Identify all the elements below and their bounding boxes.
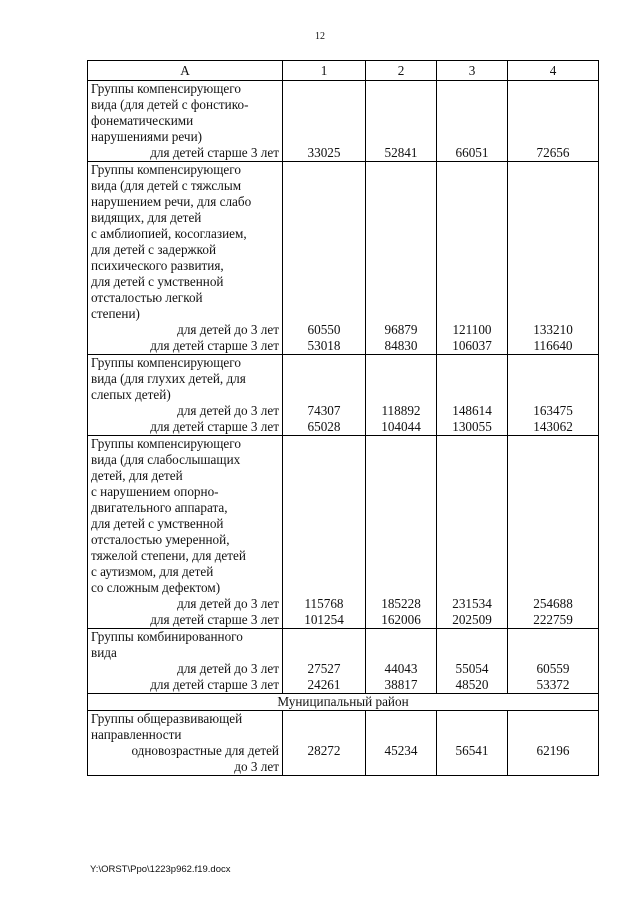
- group-title-line: вида (для слабослышащих: [91, 452, 241, 467]
- table-header-row: [88, 61, 599, 81]
- value: 60550: [307, 322, 341, 337]
- group-title-line: с аутизмом, для детей: [91, 564, 214, 579]
- value: 163475: [533, 403, 573, 418]
- value: 130055: [452, 419, 492, 434]
- group-title-line: детей, для детей: [91, 468, 183, 483]
- group-title-line: Группы компенсирующего: [91, 355, 241, 370]
- value-cell: [366, 162, 437, 355]
- value: 45234: [384, 743, 418, 758]
- value: 53372: [536, 677, 570, 692]
- value: 65028: [307, 419, 341, 434]
- group-title-line: вида: [91, 645, 117, 660]
- value: 121100: [452, 322, 492, 337]
- value: 118892: [381, 403, 421, 418]
- value-cell: [283, 162, 366, 355]
- value: 74307: [307, 403, 341, 418]
- group-title-line: психического развития,: [91, 258, 224, 273]
- group-title-line: вида (для детей с фонстико-: [91, 97, 249, 112]
- page-number: 12: [315, 31, 325, 42]
- group-label-cell: [88, 355, 283, 436]
- group-title-line: с амблиопией, косоглазием,: [91, 226, 247, 241]
- group-title-line: видящих, для детей: [91, 210, 202, 225]
- table-row: [88, 629, 599, 694]
- row-label: для детей старше 3 лет: [150, 338, 279, 353]
- value: 52841: [384, 145, 418, 160]
- header-cell-4: 4: [508, 61, 599, 81]
- value-cell: [366, 81, 437, 162]
- value-cell: [437, 629, 508, 694]
- table-row: [88, 711, 599, 776]
- value: 116640: [533, 338, 573, 353]
- group-title-line: Группы компенсирующего: [91, 436, 241, 451]
- value: 38817: [384, 677, 418, 692]
- value-cell: [437, 711, 508, 776]
- value-cell: [283, 436, 366, 629]
- group-title-line: вида (для детей с тяжслым: [91, 178, 242, 193]
- value: 56541: [455, 743, 489, 758]
- header-cell-3: 3: [437, 61, 508, 81]
- group-title-line: нарушениями речи): [91, 129, 203, 144]
- value-cell: [437, 436, 508, 629]
- value: 48520: [455, 677, 489, 692]
- group-title-line: Группы комбинированного: [91, 629, 243, 644]
- value: 28272: [307, 743, 341, 758]
- footer-file-path: Y:\ORST\Ppo\1223p962.f19.docx: [90, 864, 231, 875]
- value: 222759: [533, 612, 573, 627]
- value: 202509: [452, 612, 492, 627]
- row-label: для детей старше 3 лет: [150, 677, 279, 692]
- group-title-line: Группы компенсирующего: [91, 162, 241, 177]
- group-title-line: двигательного аппарата,: [91, 500, 228, 515]
- group-title-line: для детей с умственной: [91, 516, 224, 531]
- group-title-line: Группы компенсирующего: [91, 81, 241, 96]
- group-title-line: слепых детей): [91, 387, 171, 402]
- value-cell: [508, 711, 599, 776]
- value-cell: [508, 81, 599, 162]
- value: 84830: [384, 338, 418, 353]
- group-label-cell: [88, 162, 283, 355]
- group-title-line: отсталостью умеренной,: [91, 532, 230, 547]
- value: 254688: [533, 596, 573, 611]
- value: 101254: [304, 612, 344, 627]
- row-label: для детей до 3 лет: [177, 322, 279, 337]
- value-cell: [366, 436, 437, 629]
- row-label: для детей до 3 лет: [177, 403, 279, 418]
- group-title-line: тяжелой степени, для детей: [91, 548, 246, 563]
- group-title-line: для детей с умственной: [91, 274, 224, 289]
- group-title-line: отсталостью легкой: [91, 290, 203, 305]
- value-cell: [366, 355, 437, 436]
- value: 162006: [381, 612, 421, 627]
- value: 106037: [452, 338, 492, 353]
- value-cell: [508, 355, 599, 436]
- value-cell: [508, 629, 599, 694]
- group-title-line: с нарушением опорно-: [91, 484, 219, 499]
- row-label: одновозрастные для детей: [131, 743, 279, 758]
- row-label: для детей старше 3 лет: [150, 612, 279, 627]
- value-cell: [508, 162, 599, 355]
- value: 55054: [455, 661, 489, 676]
- group-label-cell: [88, 436, 283, 629]
- value: 72656: [536, 145, 570, 160]
- value-cell: [283, 81, 366, 162]
- row-label: для детей до 3 лет: [177, 596, 279, 611]
- value-cell: [437, 355, 508, 436]
- group-title-line: вида (для глухих детей, для: [91, 371, 246, 386]
- group-title-line: Группы общеразвивающей: [91, 711, 243, 726]
- group-title-line: фонематическими: [91, 113, 194, 128]
- value: 44043: [384, 661, 418, 676]
- row-label: для детей до 3 лет: [177, 661, 279, 676]
- row-label: до 3 лет: [234, 759, 279, 774]
- value-cell: [283, 711, 366, 776]
- header-cell-a: А: [88, 61, 283, 81]
- group-title-line: степени): [91, 306, 140, 321]
- value: 62196: [536, 743, 570, 758]
- value-cell: [366, 711, 437, 776]
- value: 24261: [307, 677, 341, 692]
- cost-table: [87, 60, 599, 776]
- table-row: [88, 436, 599, 629]
- value-cell: [283, 629, 366, 694]
- table-row: [88, 162, 599, 355]
- value: 96879: [384, 322, 418, 337]
- header-cell-2: 2: [366, 61, 437, 81]
- value: 27527: [307, 661, 341, 676]
- value: 53018: [307, 338, 341, 353]
- table-row: [88, 81, 599, 162]
- value: 185228: [381, 596, 421, 611]
- value-cell: [437, 162, 508, 355]
- group-title-line: нарушением речи, для слабо: [91, 194, 252, 209]
- value: 66051: [455, 145, 489, 160]
- group-title-line: для детей с задержкой: [91, 242, 217, 257]
- group-label-cell: [88, 81, 283, 162]
- table-row: [88, 355, 599, 436]
- group-label-cell: [88, 711, 283, 776]
- value: 115768: [304, 596, 344, 611]
- value: 133210: [533, 322, 573, 337]
- value: 143062: [533, 419, 573, 434]
- value-cell: [508, 436, 599, 629]
- row-label: для детей старше 3 лет: [150, 145, 279, 160]
- value-cell: [366, 629, 437, 694]
- section-title: Муниципальный район: [88, 694, 599, 711]
- section-row: [88, 694, 599, 711]
- value-cell: [437, 81, 508, 162]
- value: 104044: [381, 419, 421, 434]
- value: 148614: [452, 403, 492, 418]
- group-title-line: направленности: [91, 727, 182, 742]
- header-cell-1: 1: [283, 61, 366, 81]
- value-cell: [283, 355, 366, 436]
- value: 231534: [452, 596, 492, 611]
- group-title-line: со сложным дефектом): [91, 580, 221, 595]
- value: 60559: [536, 661, 570, 676]
- value: 33025: [307, 145, 341, 160]
- group-label-cell: [88, 629, 283, 694]
- row-label: для детей старше 3 лет: [150, 419, 279, 434]
